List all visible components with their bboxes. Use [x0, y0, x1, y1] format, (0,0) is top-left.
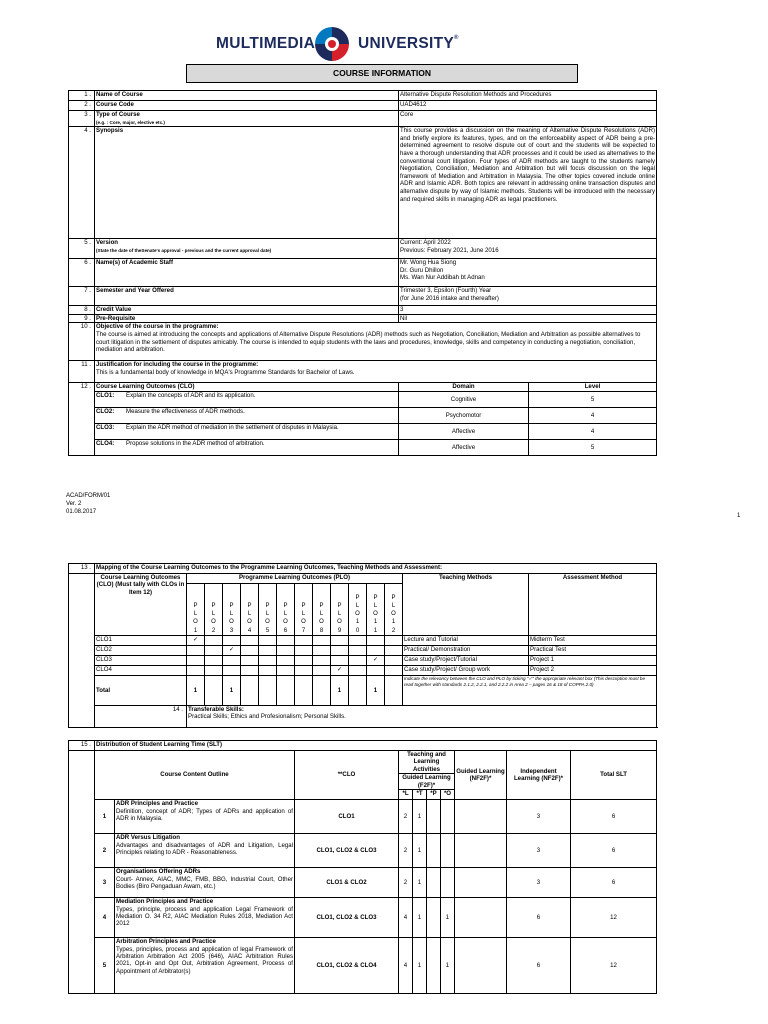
row-version: 5 . Version (State the date of theSenate's approval - previous and the current approval date) Current: April 2022 Previous: February 2021, June 2016 [69, 239, 657, 259]
slt-row [69, 834, 657, 868]
mapping-total-row [69, 676, 657, 706]
slt-row [69, 800, 657, 834]
total-cell [259, 676, 277, 706]
plo-header-cell: P L O 5 [259, 584, 277, 636]
slt-row [69, 938, 657, 994]
total-cell [295, 676, 313, 706]
assessment-method-cell: Midterm Test [529, 636, 657, 646]
mapping-mark-cell [295, 636, 313, 646]
row-transferable-skills: 14 . Transferable Skills: Practical Skills; Ethics and Profesionalism; Personal Skills. [69, 706, 657, 728]
slt-outline-cell: Organisations Offering ADRs Court- Annex, AIAC, MMC, FMB, BBG, Industrial Court, Other Bodies (Biro Pengaduan Awam, etc.) [115, 868, 295, 898]
slt-o-cell: 1 [441, 938, 455, 994]
total-cell [349, 676, 367, 706]
mapping-mark-cell [385, 636, 403, 646]
slt-total-cell: 6 [571, 800, 657, 834]
slt-title-row: 15 . Distribution of Student Learning Time (SLT) [69, 741, 657, 751]
mapping-mark-cell: ✓ [331, 666, 349, 676]
slt-t-cell: 1 [413, 868, 427, 898]
slt-ind-cell: 6 [507, 898, 571, 938]
mapping-mark-cell [205, 646, 223, 656]
mapping-mark-cell [331, 636, 349, 646]
slt-p-cell [427, 834, 441, 868]
plo-header-cell: P L O 3 [223, 584, 241, 636]
mapping-mark-cell: ✓ [187, 636, 205, 646]
mapping-mark-cell [313, 656, 331, 666]
form-footer: ACAD/FORM/01 Ver. 2 01.08.2017 [66, 493, 111, 515]
mapping-mark-cell: ✓ [367, 656, 385, 666]
slt-outline-cell: Arbitration Principles and Practice Types, principles, process and application of legal Framework of Arbitration Arbitration Act 2005 (646), AIAC Arbitration Rules 2021, Opt-in and Opt Out, Arbitration Agreement, Process of Appointment of Arbitrator(s) [115, 938, 295, 994]
slt-o-cell: 1 [441, 898, 455, 938]
plo-header-cell: P L O 1 0 [349, 584, 367, 636]
logo-emblem-icon [312, 24, 352, 64]
total-cell [313, 676, 331, 706]
mapping-clo-cell: CLO1 [95, 636, 187, 646]
mapping-mark-cell: ✓ [223, 646, 241, 656]
mapping-mark-cell [385, 656, 403, 666]
mapping-mark-cell [385, 666, 403, 676]
slt-total-cell: 12 [571, 898, 657, 938]
slt-clo-cell: CLO1, CLO2 & CLO4 [295, 938, 399, 994]
row-pre-requisite: 9 . Pre-Requisite Nil [69, 314, 657, 323]
slt-g-cell [455, 868, 507, 898]
mapping-mark-cell [313, 636, 331, 646]
clo-plo-mapping-table [68, 563, 657, 728]
mapping-mark-cell [223, 656, 241, 666]
mapping-row [69, 666, 657, 676]
mapping-mark-cell [367, 636, 385, 646]
mapping-mark-cell [205, 666, 223, 676]
total-cell: 1 [223, 676, 241, 706]
slt-subheader-row: Guided Learning (F2F)* [69, 774, 657, 790]
slt-p-cell [427, 898, 441, 938]
row-name-of-course: 1 . Name of Course Alternative Dispute Resolution Methods and Procedures [69, 91, 657, 101]
mapping-mark-cell [295, 646, 313, 656]
total-cell: 1 [367, 676, 385, 706]
slt-row [69, 868, 657, 898]
mapping-mark-cell [277, 636, 295, 646]
slt-g-cell [455, 898, 507, 938]
slt-ind-cell: 6 [507, 938, 571, 994]
slt-p-cell [427, 938, 441, 994]
assessment-method-cell: Project 2 [529, 666, 657, 676]
mapping-mark-cell [331, 646, 349, 656]
slt-t-cell: 1 [413, 898, 427, 938]
slt-row-number: 2 [95, 834, 115, 868]
mapping-mark-cell [349, 666, 367, 676]
clo-row: CLO4: Propose solutions in the ADR method of arbitration. Affective 5 [69, 439, 657, 455]
plo-header-cell: P L O 1 2 [385, 584, 403, 636]
slt-p-cell [427, 868, 441, 898]
mapping-clo-cell: CLO3 [95, 656, 187, 666]
slt-t-cell: 1 [413, 938, 427, 994]
mapping-mark-cell [259, 666, 277, 676]
plo-header-cell: P L O 4 [241, 584, 259, 636]
slt-p-cell [427, 800, 441, 834]
mapping-mark-cell [313, 666, 331, 676]
slt-o-cell [441, 834, 455, 868]
mapping-mark-cell [331, 656, 349, 666]
mapping-mark-cell [259, 646, 277, 656]
mapping-mark-cell [241, 656, 259, 666]
slt-ind-cell: 3 [507, 868, 571, 898]
slt-ind-cell: 3 [507, 800, 571, 834]
mapping-row [69, 646, 657, 656]
slt-outline-cell: ADR Versus Litigation Advantages and disadvantages of ADR and Litigation, Legal Principles relating to ADR - Reasonableness. [115, 834, 295, 868]
university-logo [216, 22, 516, 68]
mapping-mark-cell [187, 656, 205, 666]
logo-text-right: UNIVERSITY® [358, 35, 459, 52]
mapping-header-row: Course Learning Outcomes (CLO) (Must tally with CLOs in Item 12) Programme Learning Outcomes (PLO) Teaching Methods Assessment Method [69, 574, 657, 584]
slt-g-cell [455, 938, 507, 994]
slt-l-cell: 2 [399, 834, 413, 868]
total-cell [241, 676, 259, 706]
slt-total-cell: 6 [571, 834, 657, 868]
plo-header-cell: P L O 7 [295, 584, 313, 636]
teaching-method-cell: Practical/ Demonstration [403, 646, 529, 656]
total-cell [205, 676, 223, 706]
slt-ind-cell: 3 [507, 834, 571, 868]
total-cell [385, 676, 403, 706]
course-info-table [68, 90, 657, 456]
slt-total-cell: 6 [571, 868, 657, 898]
slt-o-cell [441, 800, 455, 834]
row-semester: 7 . Semester and Year Offered Trimester 3, Epsilon (Fourth) Year (for June 2016 intake and thereafter) [69, 287, 657, 306]
mapping-mark-cell [367, 646, 385, 656]
mapping-mark-cell [205, 636, 223, 646]
mapping-clo-cell: CLO4 [95, 666, 187, 676]
clo-row: CLO3: Explain the ADR method of mediation in the settlement of disputes in Malaysia. Affective 4 [69, 423, 657, 439]
mapping-mark-cell [295, 656, 313, 666]
row-academic-staff: 6 . Name(s) of Academic Staff Mr. Wong Hua Siong Dr. Guru Dhillon Ms. Wan Nur Addibah bt Adnan [69, 259, 657, 287]
slt-l-cell: 2 [399, 868, 413, 898]
plo-header-cell: P L O 6 [277, 584, 295, 636]
teaching-method-cell: Case study/Project/Tutorial [403, 656, 529, 666]
mapping-row [69, 656, 657, 666]
total-label: Total [95, 676, 187, 706]
slt-row-number: 3 [95, 868, 115, 898]
slt-outline-cell: ADR Principles and Practice Definition, concept of ADR; Types of ADRs and application of ADR in Malaysia. [115, 800, 295, 834]
slt-row [69, 898, 657, 938]
mapping-mark-cell [277, 656, 295, 666]
slt-l-cell: 4 [399, 938, 413, 994]
slt-row-number: 4 [95, 898, 115, 938]
mapping-mark-cell [187, 666, 205, 676]
slt-header-row: Course Content Outline **CLO Teaching and Learning Activities Guided Learning (NF2F)* Independent Learning (NF2F)* Total SLT [69, 751, 657, 774]
slt-clo-cell: CLO1 & CLO2 [295, 868, 399, 898]
teaching-method-cell: Case study/Project/ Group work [403, 666, 529, 676]
mapping-mark-cell [277, 666, 295, 676]
mapping-mark-cell [313, 646, 331, 656]
page-title: COURSE INFORMATION [186, 64, 578, 83]
mapping-mark-cell [241, 646, 259, 656]
clo-row: CLO1: Explain the concepts of ADR and its application. Cognitive 5 [69, 391, 657, 407]
slt-total-cell: 12 [571, 938, 657, 994]
mapping-mark-cell [349, 646, 367, 656]
mapping-mark-cell [205, 656, 223, 666]
plo-header-cell: P L O 1 1 [367, 584, 385, 636]
assessment-method-cell: Project 1 [529, 656, 657, 666]
mapping-title-row: 13 . Mapping of the Course Learning Outcomes to the Programme Learning Outcomes, Teaching Methods and Assessment: [69, 564, 657, 574]
mapping-mark-cell [349, 636, 367, 646]
total-cell: 1 [331, 676, 349, 706]
slt-o-cell [441, 868, 455, 898]
mapping-mark-cell [259, 656, 277, 666]
plo-header-cell: P L O 2 [205, 584, 223, 636]
mapping-mark-cell [349, 656, 367, 666]
row-type-of-course: 3 . Type of Course (e.g. : Core, major, elective etc.) Core [69, 111, 657, 127]
page-number: 1 [737, 513, 741, 519]
row-course-code: 2 . Course Code UAD4612 [69, 101, 657, 111]
total-cell [277, 676, 295, 706]
mapping-mark-cell [277, 646, 295, 656]
assessment-method-cell: Practical Test [529, 646, 657, 656]
row-clo-header: 12 . Course Learning Outcomes (CLO) Domain Level [69, 383, 657, 392]
row-credit-value: 8 . Credit Value 3 [69, 306, 657, 315]
mapping-row [69, 636, 657, 646]
plo-header-cell: P L O 9 [331, 584, 349, 636]
clo-row: CLO2: Measure the effectiveness of ADR methods. Psychomotor 4 [69, 407, 657, 423]
slt-row-number: 5 [95, 938, 115, 994]
slt-g-cell [455, 834, 507, 868]
slt-clo-cell: CLO1, CLO2 & CLO3 [295, 834, 399, 868]
plo-header-cell: P L O 8 [313, 584, 331, 636]
slt-clo-cell: CLO1 [295, 800, 399, 834]
slt-row-number: 1 [95, 800, 115, 834]
mapping-mark-cell [295, 666, 313, 676]
teaching-method-cell: Lecture and Tutorial [403, 636, 529, 646]
mapping-mark-cell [367, 666, 385, 676]
relevancy-note: Indicate the relevancy between the CLO and PLO by ticking "✓" the appropriate relevant box (This description must be read together with standards 2.1.2, 2.2.1, and 2.2.2 in Area 2 – pages 16 & 18 of COPPA 2.0) [403, 676, 657, 706]
slt-outline-cell: Mediation Principles and Practice Types, principle, process and application Legal Framework of Mediation O. 34 R2, AIAC Mediation Rules 2018, Mediation Act 2012 [115, 898, 295, 938]
mapping-mark-cell [385, 646, 403, 656]
mapping-mark-cell [259, 636, 277, 646]
mapping-mark-cell [223, 636, 241, 646]
slt-ltpo-row: *L *T *P *O [69, 790, 657, 800]
slt-l-cell: 4 [399, 898, 413, 938]
total-cell: 1 [187, 676, 205, 706]
mapping-mark-cell [241, 636, 259, 646]
mapping-mark-cell [187, 646, 205, 656]
mapping-mark-cell [241, 666, 259, 676]
logo-text-left: MULTIMEDIA [216, 35, 316, 52]
slt-g-cell [455, 800, 507, 834]
slt-t-cell: 1 [413, 834, 427, 868]
mapping-clo-cell: CLO2 [95, 646, 187, 656]
slt-clo-cell: CLO1, CLO2 & CLO3 [295, 898, 399, 938]
row-justification: 11 . Justification for including the course in the programme: This is a fundamental body of knowledge in MQA's Programme Standards for Bachelor of Laws. [69, 361, 657, 383]
row-objective: 10 . Objective of the course in the programme: The course is aimed at introducing the concepts and applications of Alternative Dispute Resolutions (ADR) methods such as Negotiation, Conciliation, Mediation and Arbitration as possible alternatives to court litigation in the settlement of disputes amicably. The course is intended to equip students with the laws and procedures, knowledge, skills and competency in conducting a negotiation, conciliation, mediation and arbitration. [69, 323, 657, 361]
slt-table [68, 740, 657, 994]
row-synopsis: 4 . Synopsis This course provides a discussion on the meaning of Alternative Dispute Resolutions (ADR) and briefly explore its features, types, and on the enforceability aspect of ADR being a pre-determined agreement to resolve dispute out of court and the students will be expected to have a thorough understanding that ADR processes and it could be used as alternatives to the conventional court litigation. Four types of ADR methods are taught to the students namely Negotiation, Conciliation, Mediation and Arbitration but will focus discussion on the legal framework of Mediation and Arbitration in Malaysia. The other topics covered include online ADR and Islamic ADR. Both topics are relevant in addressing online transaction disputes and alternative dispute by way of Islamic methods. Students will be introduced with the necessary and required skills in managing ADR as legal practitioners. [69, 127, 657, 239]
mapping-mark-cell [223, 666, 241, 676]
slt-l-cell: 2 [399, 800, 413, 834]
plo-header-cell: P L O 1 [187, 584, 205, 636]
slt-t-cell: 1 [413, 800, 427, 834]
